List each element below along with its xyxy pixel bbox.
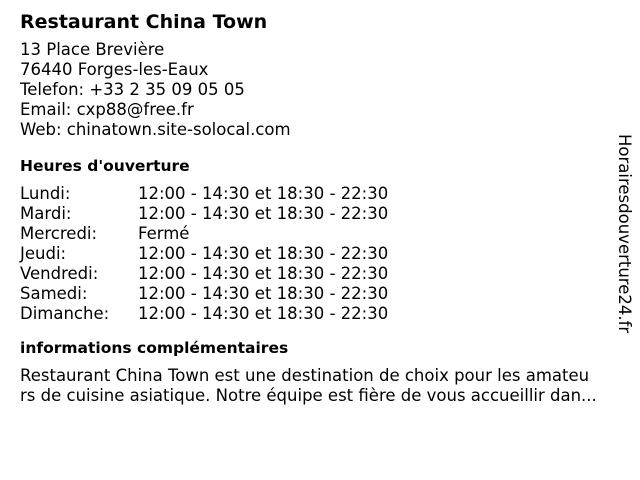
restaurant-card [20, 8, 620, 406]
day-hours: 12:00 - 14:30 et 18:30 - 22:30 [138, 244, 389, 263]
hours-row [20, 204, 388, 224]
description-line-2: rs de cuisine asiatique. Notre équipe est fière de vous accueillir dan... [20, 386, 597, 405]
info-heading: informations complémentaires [20, 339, 289, 357]
description-line-1: Restaurant China Town est une destination de choix pour les amateu [20, 366, 590, 385]
day-label: Mardi: [20, 204, 72, 223]
website-link[interactable]: Web: chinatown.site-solocal.com [20, 120, 291, 139]
hours-heading: Heures d'ouverture [20, 157, 190, 175]
day-label: Dimanche: [20, 304, 110, 323]
watermark-text: Horairesdouverture24.fr [615, 134, 634, 334]
hours-table [20, 184, 388, 324]
day-label: Jeudi: [20, 244, 67, 263]
hours-row [20, 244, 388, 264]
day-label: Samedi: [20, 284, 88, 303]
day-hours: 12:00 - 14:30 et 18:30 - 22:30 [138, 204, 389, 223]
description [20, 366, 626, 406]
hours-row [20, 284, 388, 304]
hours-row [20, 304, 388, 324]
day-label: Mercredi: [20, 224, 98, 243]
restaurant-name: Restaurant China Town [20, 11, 268, 33]
day-hours: 12:00 - 14:30 et 18:30 - 22:30 [138, 184, 389, 203]
address-line-1: 13 Place Brevière [20, 40, 165, 59]
day-hours: Fermé [138, 224, 190, 243]
day-hours: 12:00 - 14:30 et 18:30 - 22:30 [138, 304, 389, 323]
day-label: Lundi: [20, 184, 71, 203]
day-hours: 12:00 - 14:30 et 18:30 - 22:30 [138, 264, 389, 283]
hours-row [20, 224, 388, 244]
address-line-2: 76440 Forges-les-Eaux [20, 60, 209, 79]
hours-row [20, 264, 388, 284]
day-label: Vendredi: [20, 264, 99, 283]
email-address[interactable]: Email: cxp88@free.fr [20, 100, 194, 119]
hours-row [20, 184, 388, 204]
phone-number[interactable]: Telefon: +33 2 35 09 05 05 [20, 80, 245, 99]
day-hours: 12:00 - 14:30 et 18:30 - 22:30 [138, 284, 389, 303]
site-watermark [612, 134, 636, 344]
contact-block [20, 40, 620, 140]
